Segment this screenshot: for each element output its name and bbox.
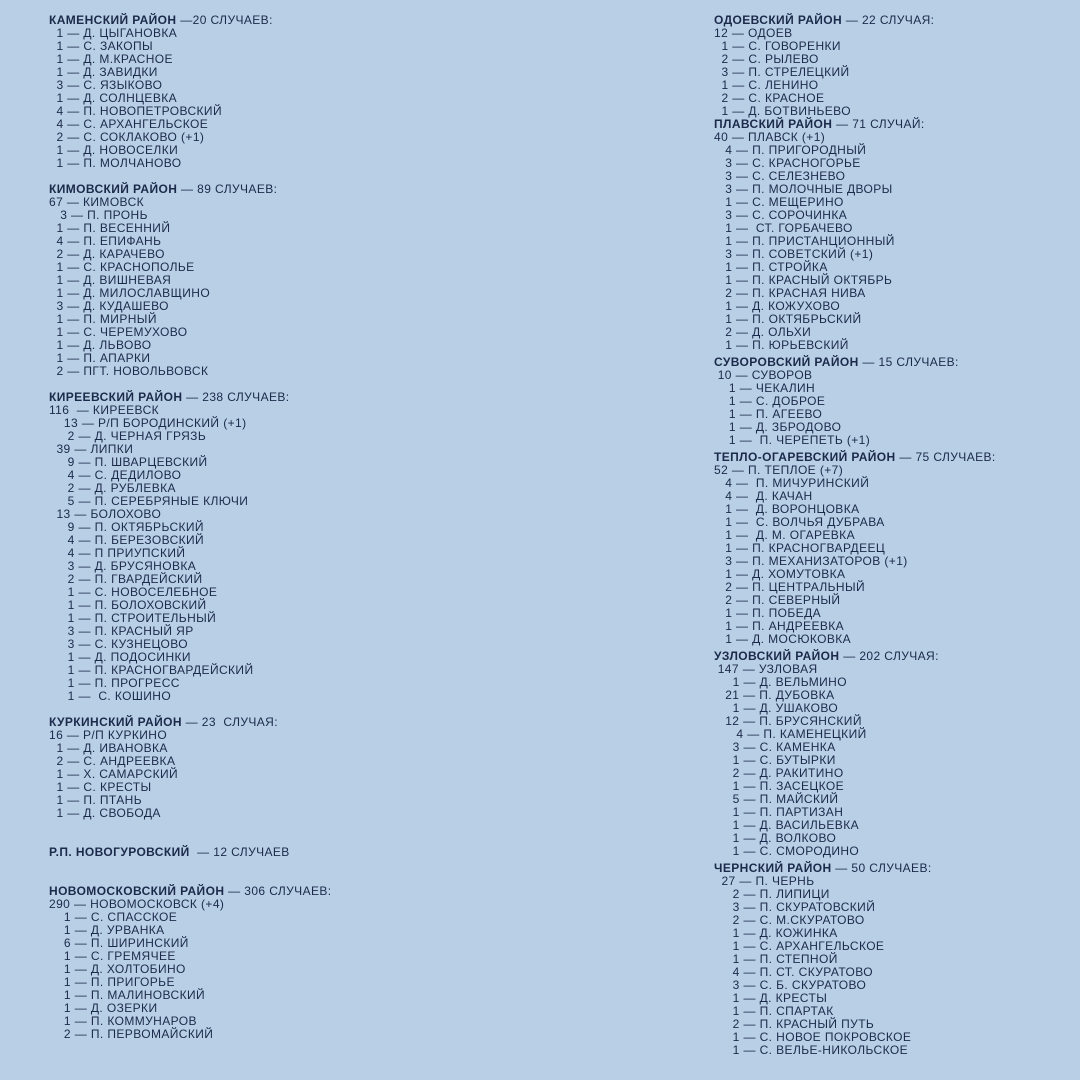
settlement-line: 1 — С. ГРЕМЯЧЕЕ <box>49 949 176 963</box>
settlement-line: 4 — П. НОВОПЕТРОВСКИЙ <box>49 104 222 118</box>
settlement-line: 2 — С. М.СКУРАТОВО <box>714 913 865 927</box>
settlement-line: 1 — Д. ЛЬВОВО <box>49 338 152 352</box>
settlement-line: 1 — Д. ВИШНЕВАЯ <box>49 273 172 287</box>
district-count: — 50 СЛУЧАЕВ: <box>831 861 932 875</box>
settlement-line: 27 — П. ЧЕРНЬ <box>714 874 815 888</box>
settlement-line: 3 — Д. КУДАШЕВО <box>49 299 169 313</box>
district-name: Р.П. НОВОГУРОВСКИЙ <box>49 845 190 859</box>
settlement-line: 1 — Д. ИВАНОВКА <box>49 741 168 755</box>
settlement-line: 67 — КИМОВСК <box>49 195 145 209</box>
settlement-line: 1 — С. КРАСНОПОЛЬЕ <box>49 260 195 274</box>
settlement-line: 2 — Д. ЧЕРНАЯ ГРЯЗЬ <box>49 429 207 443</box>
settlement-line: 1 — П. ПРОГРЕСС <box>49 676 180 690</box>
settlement-line: 2 — П. ЦЕНТРАЛЬНЫЙ <box>714 580 866 594</box>
district-name: ЧЕРНСКИЙ РАЙОН <box>714 861 832 875</box>
settlement-line: 4 — П ПРИУПСКИЙ <box>49 546 186 560</box>
settlement-line: 1 — Д. ВОЛКОВО <box>714 831 837 845</box>
settlement-line: 1 — П. ПРИСТАНЦИОННЫЙ <box>714 234 895 248</box>
settlement-line: 4 — П. ПРИГОРОДНЫЙ <box>714 143 867 157</box>
settlement-line: 1 — Д. НОВОСЕЛКИ <box>49 143 179 157</box>
settlement-line: 3 — С. СОРОЧИНКА <box>714 208 848 222</box>
settlement-line: 12 — П. БРУСЯНСКИЙ <box>714 714 862 728</box>
district-name: ОДОЕВСКИЙ РАЙОН <box>714 13 843 27</box>
settlement-line: 2 — С. КРАСНОЕ <box>714 91 825 105</box>
settlement-line: 21 — П. ДУБОВКА <box>714 688 835 702</box>
settlement-line: 290 — НОВОМОСКОВСК (+4) <box>49 897 225 911</box>
settlement-line: 2 — С. РЫЛЕВО <box>714 52 819 66</box>
district-count: — 12 СЛУЧАЕВ <box>189 845 290 859</box>
settlement-line: 39 — ЛИПКИ <box>49 442 134 456</box>
settlement-line: 1 — С. КРЕСТЫ <box>49 780 152 794</box>
right-column <box>714 14 1074 1057</box>
settlement-line: 1 — Д. КОЖУХОВО <box>714 299 841 313</box>
settlement-line: 4 — П. МИЧУРИНСКИЙ <box>714 476 870 490</box>
settlement-line: 6 — П. ШИРИНСКИЙ <box>49 936 189 950</box>
settlement-line: 1 — П. АПАРКИ <box>49 351 151 365</box>
settlement-line: 1 — С. ЗАКОПЫ <box>49 39 154 53</box>
settlement-line: 10 — СУВОРОВ <box>714 368 813 382</box>
settlement-line: 2 — ПГТ. НОВОЛЬВОВСК <box>49 364 209 378</box>
district-section <box>49 885 529 1041</box>
district-section <box>714 118 1074 352</box>
settlement-line: 1 — С. СПАССКОЕ <box>49 910 178 924</box>
settlement-line: 1 — Д. КРЕСТЫ <box>714 991 828 1005</box>
settlement-line: 1 — Д. ЗАВИДКИ <box>49 65 158 79</box>
district-section <box>714 451 1074 646</box>
settlement-line: 1 — П. АГЕЕВО <box>714 407 823 421</box>
settlement-line: 4 — П. СТ. СКУРАТОВО <box>714 965 873 979</box>
district-section <box>714 650 1074 858</box>
settlement-line: 2 — П. КРАСНЫЙ ПУТЬ <box>714 1017 875 1031</box>
settlement-line: 1 — П. ОКТЯБРЬСКИЙ <box>714 312 862 326</box>
settlement-line: 116 — КИРЕЕВСК <box>49 403 160 417</box>
settlement-line: 1 — Д. ХОМУТОВКА <box>714 567 846 581</box>
settlement-line: 1 — С. НОВОЕ ПОКРОВСКОЕ <box>714 1030 912 1044</box>
settlement-line: 13 — Р/П БОРОДИНСКИЙ (+1) <box>49 416 247 430</box>
settlement-line: 3 — С. КАМЕНКА <box>714 740 836 754</box>
settlement-line: 1 — П. ЧЕРЕПЕТЬ (+1) <box>714 433 871 447</box>
district-name: КИРЕЕВСКИЙ РАЙОН <box>49 390 183 404</box>
settlement-line: 3 — П. ПРОНЬ <box>49 208 148 222</box>
district-name: УЗЛОВСКИЙ РАЙОН <box>714 649 840 663</box>
settlement-line: 2 — П. ГВАРДЕЙСКИЙ <box>49 572 203 586</box>
settlement-line: 3 — П. СКУРАТОВСКИЙ <box>714 900 876 914</box>
settlement-line: 1 — П. КРАСНЫЙ ОКТЯБРЬ <box>714 273 893 287</box>
settlement-line: 1 — Д. СВОБОДА <box>49 806 161 820</box>
settlement-line: 1 — Д. БОТВИНЬЕВО <box>714 104 851 118</box>
district-name: НОВОМОСКОВСКИЙ РАЙОН <box>49 884 225 898</box>
settlement-line: 1 — П. ПРИГОРЬЕ <box>49 975 175 989</box>
settlement-line: 3 — С. СЕЛЕЗНЕВО <box>714 169 846 183</box>
settlement-line: 1 — П. КРАСНОГВАРДЕЙСКИЙ <box>49 663 254 677</box>
settlement-line: 4 — П. КАМЕНЕЦКИЙ <box>714 727 867 741</box>
settlement-line: 1 — П. КРАСНОГВАРДЕЕЦ <box>714 541 886 555</box>
settlement-line: 1 — Д. М.КРАСНОЕ <box>49 52 173 66</box>
settlement-line: 1 — С. ДОБРОЕ <box>714 394 826 408</box>
settlement-line: 147 — УЗЛОВАЯ <box>714 662 818 676</box>
settlement-line: 1 — П. СТРОЙКА <box>714 260 828 274</box>
district-count: — 238 СЛУЧАЕВ: <box>182 390 290 404</box>
district-section <box>49 846 529 859</box>
district-section <box>714 356 1074 447</box>
settlement-line: 1 — ЧЕКАЛИН <box>714 381 816 395</box>
settlement-line: 1 — Д. УШАКОВО <box>714 701 839 715</box>
settlement-line: 1 — П. ЮРЬЕВСКИЙ <box>714 338 849 352</box>
settlement-line: 1 — Д. ЦЫГАНОВКА <box>49 26 178 40</box>
settlement-line: 1 — П. СПАРТАК <box>714 1004 834 1018</box>
settlement-line: 3 — С. КУЗНЕЦОВО <box>49 637 189 651</box>
district-count: — 71 СЛУЧАЙ: <box>832 117 925 131</box>
district-name: ПЛАВСКИЙ РАЙОН <box>714 117 833 131</box>
settlement-line: 1 — Д. ХОЛТОБИНО <box>49 962 186 976</box>
settlement-line: 3 — П. КРАСНЫЙ ЯР <box>49 624 194 638</box>
settlement-line: 1 — Д. М. ОГАРЕВКА <box>714 528 855 542</box>
settlement-line: 2 — П. ПЕРВОМАЙСКИЙ <box>49 1027 214 1041</box>
settlement-line: 2 — П. КРАСНАЯ НИВА <box>714 286 866 300</box>
settlement-line: 1 — П. АНДРЕЕВКА <box>714 619 845 633</box>
district-count: — 22 СЛУЧАЯ: <box>842 13 935 27</box>
settlement-line: 12 — ОДОЕВ <box>714 26 793 40</box>
settlement-line: 1 — С. ВОЛЧЬЯ ДУБРАВА <box>714 515 885 529</box>
settlement-line: 1 — Д. МОСЮКОВКА <box>714 632 852 646</box>
settlement-line: 4 — С. АРХАНГЕЛЬСКОЕ <box>49 117 209 131</box>
settlement-line: 2 — Д. ОЛЬХИ <box>714 325 812 339</box>
settlement-line: 2 — Д. РУБЛЕВКА <box>49 481 176 495</box>
settlement-line: 1 — П. ЗАСЕЦКОЕ <box>714 779 845 793</box>
district-section <box>714 862 1074 1057</box>
settlement-line: 1 — С. КОШИНО <box>49 689 172 703</box>
settlement-line: 1 — П. СТЕПНОЙ <box>714 952 838 966</box>
district-name: КАМЕНСКИЙ РАЙОН <box>49 13 177 27</box>
district-name: СУВОРОВСКИЙ РАЙОН <box>714 355 859 369</box>
settlement-line: 52 — П. ТЕПЛОЕ (+7) <box>714 463 844 477</box>
district-count: — 89 СЛУЧАЕВ: <box>177 182 278 196</box>
settlement-line: 5 — П. МАЙСКИЙ <box>714 792 839 806</box>
district-count: — 202 СЛУЧАЯ: <box>839 649 939 663</box>
settlement-line: 1 — Д. МИЛОСЛАВЩИНО <box>49 286 211 300</box>
settlement-line: 3 — С. ЯЗЫКОВО <box>49 78 163 92</box>
settlement-line: 1 — С. ВЕЛЬЕ-НИКОЛЬСКОЕ <box>714 1043 908 1057</box>
settlement-line: 1 — П. КОММУНАРОВ <box>49 1014 197 1028</box>
district-name: КУРКИНСКИЙ РАЙОН <box>49 715 182 729</box>
settlement-line: 4 — П. ЕПИФАНЬ <box>49 234 162 248</box>
district-section <box>49 391 529 703</box>
settlement-line: 1 — Х. САМАРСКИЙ <box>49 767 179 781</box>
district-count: — 15 СЛУЧАЕВ: <box>858 355 959 369</box>
settlement-line: 2 — Д. КАРАЧЕВО <box>49 247 165 261</box>
settlement-line: 4 — С. ДЕДИЛОВО <box>49 468 182 482</box>
settlement-line: 1 — П. ВЕСЕННИЙ <box>49 221 171 235</box>
settlement-line: 1 — П. БОЛОХОВСКИЙ <box>49 598 207 612</box>
settlement-line: 1 — Д. КОЖИНКА <box>714 926 838 940</box>
settlement-line: 2 — П. ЛИПИЦИ <box>714 887 830 901</box>
district-name: КИМОВСКИЙ РАЙОН <box>49 182 178 196</box>
settlement-line: 1 — Д. ЗБРОДОВО <box>714 420 842 434</box>
district-title <box>49 846 529 859</box>
settlement-line: 1 — П. МОЛЧАНОВО <box>49 156 182 170</box>
district-name: ТЕПЛО-ОГАРЕВСКИЙ РАЙОН <box>714 450 896 464</box>
left-column <box>49 14 529 1041</box>
settlement-line: 13 — БОЛОХОВО <box>49 507 162 521</box>
settlement-line: 1 — Д. ВЕЛЬМИНО <box>714 675 847 689</box>
settlement-line: 9 — П. ШВАРЦЕВСКИЙ <box>49 455 208 469</box>
settlement-line: 1 — С. СМОРОДИНО <box>714 844 860 858</box>
settlement-line: 1 — Д. ОЗЕРКИ <box>49 1001 158 1015</box>
settlement-line: 1 — Д. ПОДОСИНКИ <box>49 650 191 664</box>
settlement-line: 3 — С. КРАСНОГОРЬЕ <box>714 156 861 170</box>
settlement-line: 1 — П. МАЛИНОВСКИЙ <box>49 988 206 1002</box>
district-section <box>49 183 529 378</box>
settlement-line: 3 — С. Б. СКУРАТОВО <box>714 978 867 992</box>
district-count: — 23 СЛУЧАЯ: <box>181 715 278 729</box>
settlement-line: 3 — П. МОЛОЧНЫЕ ДВОРЫ <box>714 182 893 196</box>
settlement-line: 1 — С. БУТЫРКИ <box>714 753 836 767</box>
district-section <box>714 14 1074 118</box>
settlement-line: 1 — С. ЧЕРЕМУХОВО <box>49 325 188 339</box>
settlement-line: 1 — Д. ВОРОНЦОВКА <box>714 502 860 516</box>
settlement-line: 2 — П. СЕВЕРНЫЙ <box>714 593 841 607</box>
settlement-line: 1 — П. СТРОИТЕЛЬНЫЙ <box>49 611 217 625</box>
settlement-line: 1 — П. ПТАНЬ <box>49 793 143 807</box>
district-count: — 306 СЛУЧАЕВ: <box>224 884 332 898</box>
settlement-line: 1 — П. ПОБЕДА <box>714 606 822 620</box>
settlement-line: 3 — Д. БРУСЯНОВКА <box>49 559 197 573</box>
settlement-line: 2 — С. СОКЛАКОВО (+1) <box>49 130 205 144</box>
settlement-line: 4 — П. БЕРЕЗОВСКИЙ <box>49 533 205 547</box>
settlement-line: 40 — ПЛАВСК (+1) <box>714 130 826 144</box>
settlement-line: 1 — Д. СОЛНЦЕВКА <box>49 91 178 105</box>
settlement-line: 16 — Р/П КУРКИНО <box>49 728 168 742</box>
settlement-line: 1 — С. НОВОСЕЛЕБНОЕ <box>49 585 218 599</box>
settlement-line: 1 — П. ПАРТИЗАН <box>714 805 844 819</box>
settlement-line: 3 — П. СОВЕТСКИЙ (+1) <box>714 247 874 261</box>
settlement-line: 1 — П. МИРНЫЙ <box>49 312 157 326</box>
settlement-line: 1 — С. МЕЩЕРИНО <box>714 195 844 209</box>
settlement-line: 1 — С. ЛЕНИНО <box>714 78 819 92</box>
district-section <box>49 14 529 170</box>
district-count: — 75 СЛУЧАЕВ: <box>895 450 996 464</box>
settlement-line: 9 — П. ОКТЯБРЬСКИЙ <box>49 520 204 534</box>
settlement-line: 2 — Д. РАКИТИНО <box>714 766 844 780</box>
settlement-line: 1 — Д. ВАСИЛЬЕВКА <box>714 818 859 832</box>
settlement-line: 3 — П. СТРЕЛЕЦКИЙ <box>714 65 850 79</box>
settlement-line: 1 — Д. УРВАНКА <box>49 923 165 937</box>
settlement-line: 1 — С. ГОВОРЕНКИ <box>714 39 841 53</box>
district-section <box>49 716 529 820</box>
settlement-line: 3 — П. МЕХАНИЗАТОРОВ (+1) <box>714 554 908 568</box>
settlement-line: 4 — Д. КАЧАН <box>714 489 813 503</box>
settlement-line: 2 — С. АНДРЕЕВКА <box>49 754 176 768</box>
settlement-line: 5 — П. СЕРЕБРЯНЫЕ КЛЮЧИ <box>49 494 249 508</box>
settlement-line: 1 — СТ. ГОРБАЧЕВО <box>714 221 853 235</box>
settlement-line: 1 — С. АРХАНГЕЛЬСКОЕ <box>714 939 885 953</box>
district-count: —20 СЛУЧАЕВ: <box>176 13 273 27</box>
